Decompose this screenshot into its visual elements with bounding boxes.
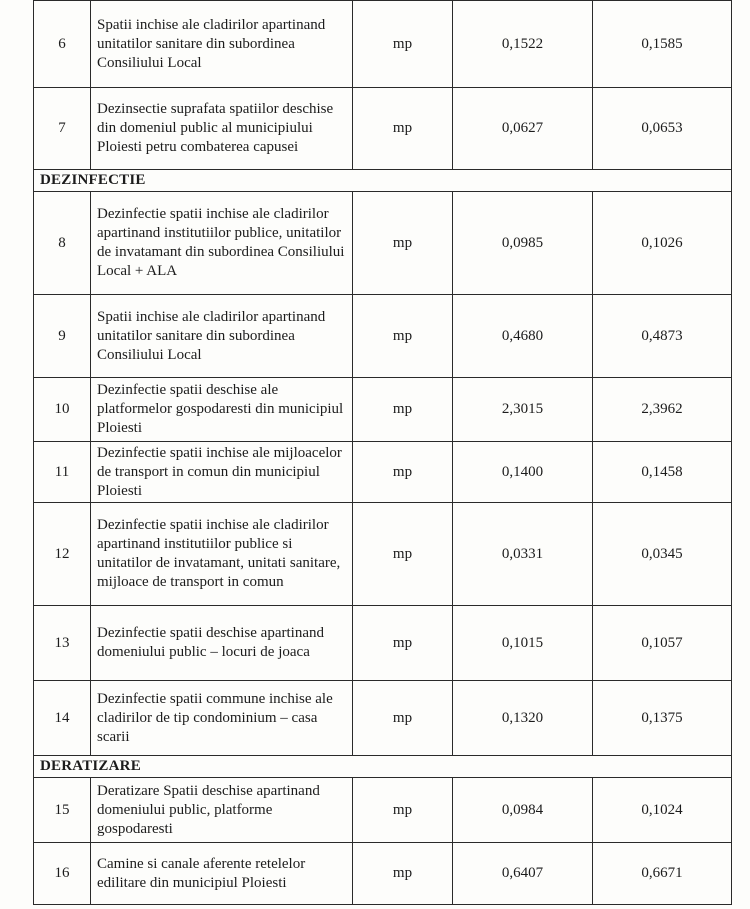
row-description: Spatii inchise ale cladirilor apartinand unitatilor sanitare din subordinea Consiliului Local — [91, 1, 353, 88]
row-unit: mp — [353, 442, 453, 503]
section-title: DEZINFECTIE — [34, 170, 732, 192]
row-value-2: 0,0345 — [593, 503, 732, 606]
row-description: Dezinfectie spatii commune inchise ale cladirilor de tip condominium – casa scarii — [91, 681, 353, 756]
section-title: DERATIZARE — [34, 756, 732, 778]
row-description: Spatii inchise ale cladirilor apartinand unitatilor sanitare din subordinea Consiliului Local — [91, 295, 353, 378]
row-description: Camine si canale aferente retelelor edilitare din municipiul Ploiesti — [91, 843, 353, 905]
row-unit: mp — [353, 681, 453, 756]
section-row — [34, 170, 732, 192]
table-row — [34, 606, 732, 681]
row-value-1: 0,1320 — [453, 681, 593, 756]
row-unit: mp — [353, 503, 453, 606]
table-row — [34, 1, 732, 88]
row-unit: mp — [353, 778, 453, 843]
row-value-2: 0,0653 — [593, 88, 732, 170]
table-row — [34, 681, 732, 756]
row-value-1: 0,1015 — [453, 606, 593, 681]
row-value-1: 0,0331 — [453, 503, 593, 606]
row-value-2: 0,1375 — [593, 681, 732, 756]
row-unit: mp — [353, 843, 453, 905]
row-value-2: 0,1024 — [593, 778, 732, 843]
row-value-1: 0,1400 — [453, 442, 593, 503]
row-number: 12 — [34, 503, 91, 606]
row-value-2: 0,1458 — [593, 442, 732, 503]
row-value-1: 0,1522 — [453, 1, 593, 88]
row-unit: mp — [353, 88, 453, 170]
row-value-2: 0,1057 — [593, 606, 732, 681]
section-row — [34, 756, 732, 778]
row-description: Dezinfectie spatii inchise ale mijloacelor de transport in comun din municipiul Ploiesti — [91, 442, 353, 503]
row-number: 15 — [34, 778, 91, 843]
row-number: 7 — [34, 88, 91, 170]
row-number: 11 — [34, 442, 91, 503]
row-value-1: 2,3015 — [453, 378, 593, 442]
table-row — [34, 778, 732, 843]
row-description: Dezinfectie spatii deschise ale platformelor gospodaresti din municipiul Ploiesti — [91, 378, 353, 442]
row-number: 16 — [34, 843, 91, 905]
row-description: Dezinfectie spatii inchise ale cladirilor apartinand institutiilor publice, unitatilor de invatamant din subordinea Consiliului Local + ALA — [91, 192, 353, 295]
row-value-2: 0,6671 — [593, 843, 732, 905]
row-unit: mp — [353, 192, 453, 295]
row-value-1: 0,0627 — [453, 88, 593, 170]
row-description: Dezinfectie spatii inchise ale cladirilor apartinand institutiilor publice si unitatilor de invatamant, unitati sanitare, mijloace de transport in comun — [91, 503, 353, 606]
row-unit: mp — [353, 1, 453, 88]
table-row — [34, 192, 732, 295]
row-unit: mp — [353, 606, 453, 681]
row-value-2: 2,3962 — [593, 378, 732, 442]
row-unit: mp — [353, 378, 453, 442]
row-description: Dezinfectie spatii deschise apartinand domeniului public – locuri de joaca — [91, 606, 353, 681]
row-value-2: 0,1026 — [593, 192, 732, 295]
table-row — [34, 295, 732, 378]
row-number: 14 — [34, 681, 91, 756]
row-value-2: 0,4873 — [593, 295, 732, 378]
row-value-1: 0,6407 — [453, 843, 593, 905]
tariff-table — [33, 0, 732, 905]
table-row — [34, 442, 732, 503]
row-number: 9 — [34, 295, 91, 378]
row-unit: mp — [353, 295, 453, 378]
row-number: 10 — [34, 378, 91, 442]
row-value-1: 0,0985 — [453, 192, 593, 295]
row-value-1: 0,4680 — [453, 295, 593, 378]
row-description: Deratizare Spatii deschise apartinand domeniului public, platforme gospodaresti — [91, 778, 353, 843]
row-value-2: 0,1585 — [593, 1, 732, 88]
row-number: 6 — [34, 1, 91, 88]
table-row — [34, 503, 732, 606]
table-row — [34, 843, 732, 905]
row-number: 8 — [34, 192, 91, 295]
row-number: 13 — [34, 606, 91, 681]
table-row — [34, 88, 732, 170]
table-row — [34, 378, 732, 442]
row-value-1: 0,0984 — [453, 778, 593, 843]
row-description: Dezinsectie suprafata spatiilor deschise din domeniul public al municipiului Ploiesti petru combaterea capusei — [91, 88, 353, 170]
